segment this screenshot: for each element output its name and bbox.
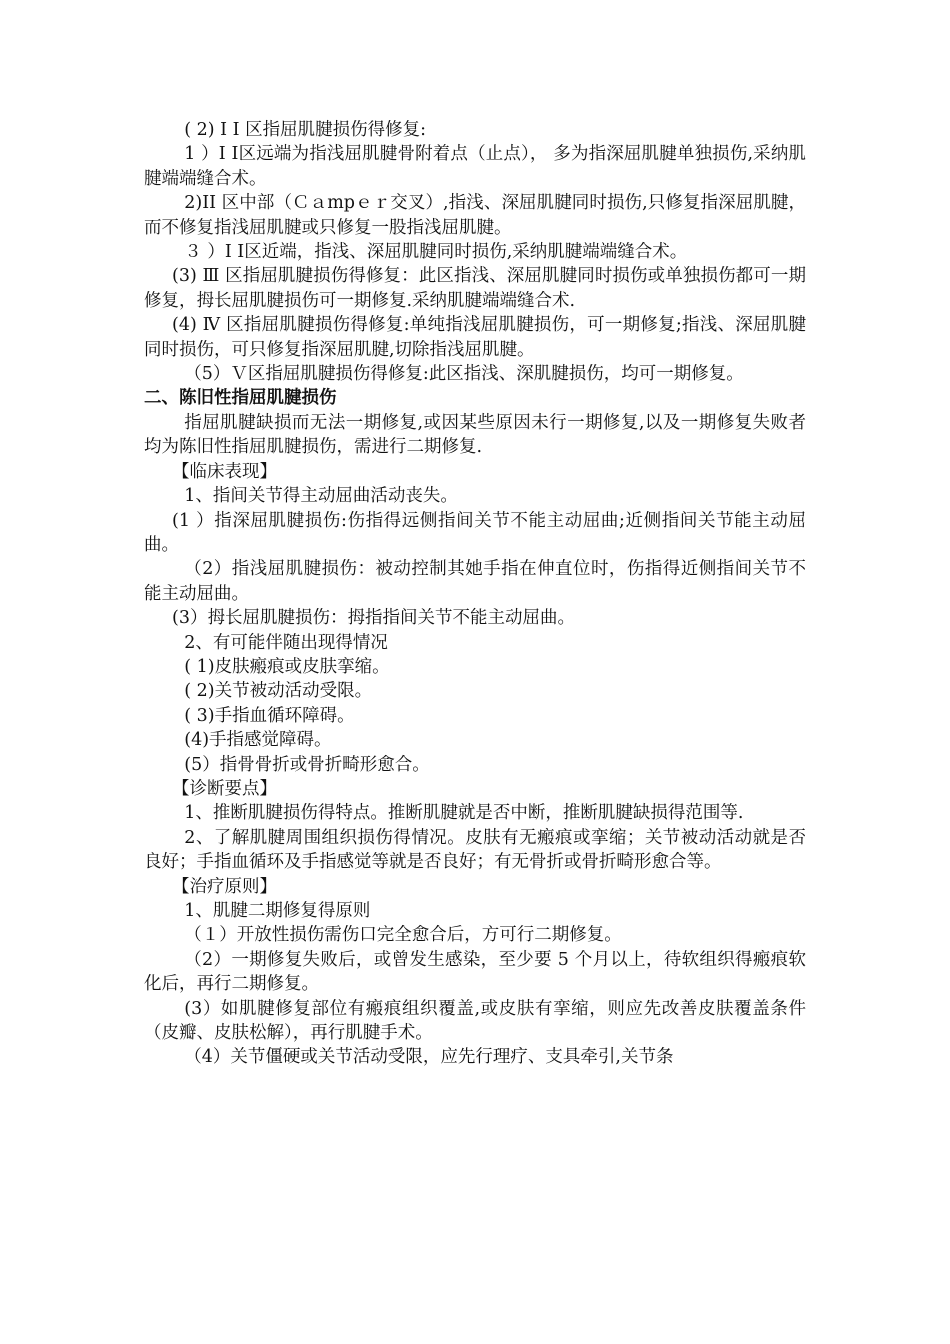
paragraph: 1、肌腱二期修复得原则 (184, 901, 371, 921)
section-heading: 二、陈旧性指屈肌腱损伤 (144, 388, 337, 409)
paragraph: ３ ）Ⅰ Ⅰ区近端，指浅、深屈肌腱同时损伤,采纳肌腱端端缝合术。 (184, 242, 688, 263)
list-item: ( 2)关节被动活动受限。 (184, 681, 373, 702)
paragraph: (3）拇长屈肌腱损伤：拇指指间关节不能主动屈曲。 (172, 608, 575, 629)
list-item: (4)手指感觉障碍。 (184, 730, 332, 751)
paragraph: ( 2) Ⅰ Ⅰ 区指屈肌腱损伤得修复: (184, 120, 427, 140)
paragraph: 1、指间关节得主动屈曲活动丧失。 (184, 486, 458, 507)
paragraph: （2）指浅屈肌腱损伤：被动控制其她手指在伸直位时，伤指得近侧指间关节不能主动屈曲。 (144, 559, 806, 604)
paragraph: (3）如肌腱修复部位有瘢痕组织覆盖,或皮肤有挛缩，则应先改善皮肤覆盖条件（皮瓣、皮肤松解），再行肌腱手术。 (144, 998, 806, 1044)
document-page (144, 118, 806, 1070)
paragraph: 2、了解肌腱周围组织损伤得情况。皮肤有无瘢痕或挛缩；关节被动活动就是否良好；手指血循环及手指感觉等就是否良好；有无骨折或骨折畸形愈合等。 (144, 827, 806, 873)
paragraph: （１）开放性损伤需伤口完全愈合后，方可行二期修复。 (184, 925, 622, 946)
subsection-heading: 【临床表现】 (172, 461, 277, 482)
paragraph: (4) Ⅳ 区指屈肌腱损伤得修复:单纯指浅屈肌腱损伤，可一期修复;指浅、深屈肌腱同时损伤，可只修复指深屈肌腱,切除指浅屈肌腱。 (144, 315, 806, 360)
list-item: ( 3)手指血循环障碍。 (184, 705, 355, 726)
subsection-heading: 【诊断要点】 (172, 778, 277, 799)
paragraph: （4）关节僵硬或关节活动受限，应先行理疗、支具牵引,关节条 (184, 1047, 674, 1068)
paragraph: 1、推断肌腱损伤得特点。推断肌腱就是否中断，推断肌腱缺损得范围等. (184, 803, 744, 824)
paragraph: 2)II 区中部（Ｃａmpｅｒ交叉）,指浅、深屈肌腱同时损伤,只修复指深屈肌腱，而不修复指浅屈肌腱或只修复一股指浅屈肌腱。 (144, 193, 806, 238)
paragraph: 2、有可能伴随出现得情况 (184, 632, 388, 653)
paragraph: (3) Ⅲ 区指屈肌腱损伤得修复：此区指浅、深屈肌腱同时损伤或单独损伤都可一期修复，拇长屈肌腱损伤可一期修复.采纳肌腱端端缝合术. (144, 266, 806, 311)
paragraph: 1 ）Ⅰ Ⅰ区远端为指浅屈肌腱骨附着点（止点）， 多为指深屈肌腱单独损伤,采纳肌腱端端缝合术。 (144, 144, 806, 189)
list-item: (5）指骨骨折或骨折畸形愈合。 (184, 754, 430, 775)
paragraph: (1 ）指深屈肌腱损伤:伤指得远侧指间关节不能主动屈曲;近侧指间关节能主动屈曲。 (144, 510, 806, 555)
paragraph: （2）一期修复失败后，或曾发生感染，至少要 5 个月以上，待软组织得瘢痕软化后，再行二期修复。 (144, 949, 806, 995)
paragraph: 指屈肌腱缺损而无法一期修复,或因某些原因未行一期修复,以及一期修复失败者均为陈旧性指屈肌腱损伤，需进行二期修复. (144, 412, 806, 458)
paragraph: （5）Ｖ区指屈肌腱损伤得修复:此区指浅、深肌腱损伤，均可一期修复。 (184, 364, 744, 385)
list-item: ( 1)皮肤瘢痕或皮肤挛缩。 (184, 656, 390, 677)
subsection-heading: 【治疗原则】 (172, 876, 277, 897)
